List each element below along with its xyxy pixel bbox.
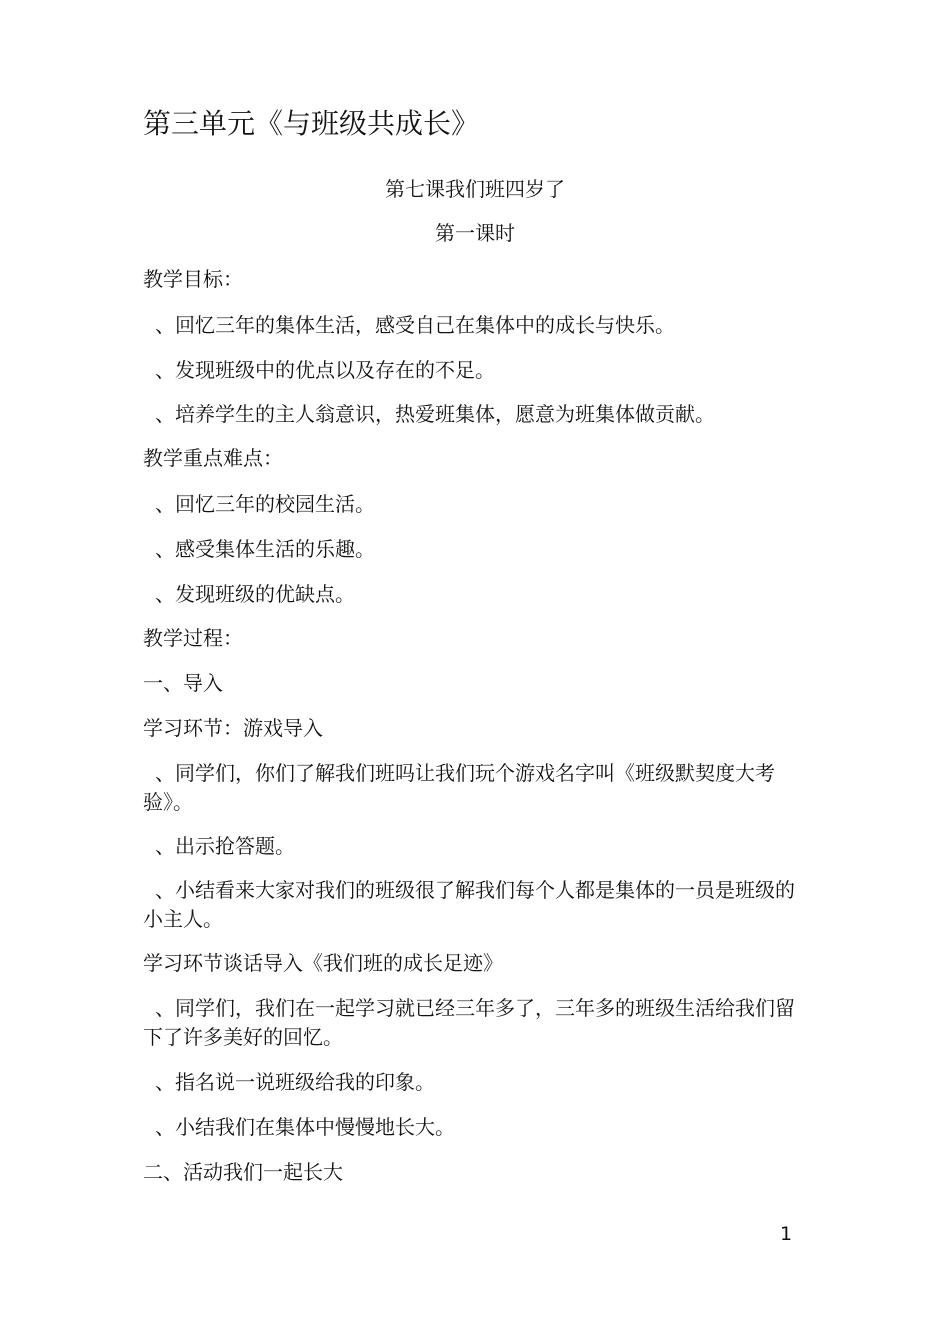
step2-item: 、小结我们在集体中慢慢地长大。	[155, 1115, 455, 1139]
part2-heading: 二、活动我们一起长大	[143, 1160, 343, 1184]
step1-heading: 学习环节：游戏导入	[143, 716, 323, 740]
step1-item: 、小结看来大家对我们的班级很了解我们每个人都是集体的一员是班级的小主人。	[143, 878, 795, 931]
step2-item: 、同学们，我们在一起学习就已经三年多了，三年多的班级生活给我们留下了许多美好的回忆。	[143, 996, 795, 1049]
step2-heading: 学习环节谈话导入《我们班的成长足迹》	[143, 951, 503, 975]
goal-item: 、培养学生的主人翁意识，热爱班集体，愿意为班集体做贡献。	[155, 402, 715, 426]
key-point-item: 、发现班级的优缺点。	[155, 582, 355, 606]
key-point-item: 、回忆三年的校园生活。	[155, 492, 375, 516]
lesson-title: 第七课我们班四岁了	[385, 177, 565, 201]
goals-heading: 教学目标：	[143, 267, 243, 291]
unit-title: 第三单元《与班级共成长》	[143, 107, 480, 140]
step2-item: 、指名说一说班级给我的印象。	[155, 1070, 435, 1094]
key-points-heading: 教学重点难点：	[143, 446, 283, 470]
part1-heading: 一、导入	[143, 671, 223, 695]
key-point-item: 、感受集体生活的乐趣。	[155, 537, 375, 561]
goal-item: 、发现班级中的优点以及存在的不足。	[155, 358, 495, 382]
step1-item: 、出示抢答题。	[155, 834, 295, 858]
goal-item: 、回忆三年的集体生活，感受自己在集体中的成长与快乐。	[155, 313, 675, 337]
page-number: 1	[780, 1223, 793, 1245]
step1-item: 、同学们，你们了解我们班吗让我们玩个游戏名字叫《班级默契度大考验》。	[143, 761, 775, 814]
period-title: 第一课时	[435, 221, 515, 245]
process-heading: 教学过程：	[143, 626, 243, 650]
